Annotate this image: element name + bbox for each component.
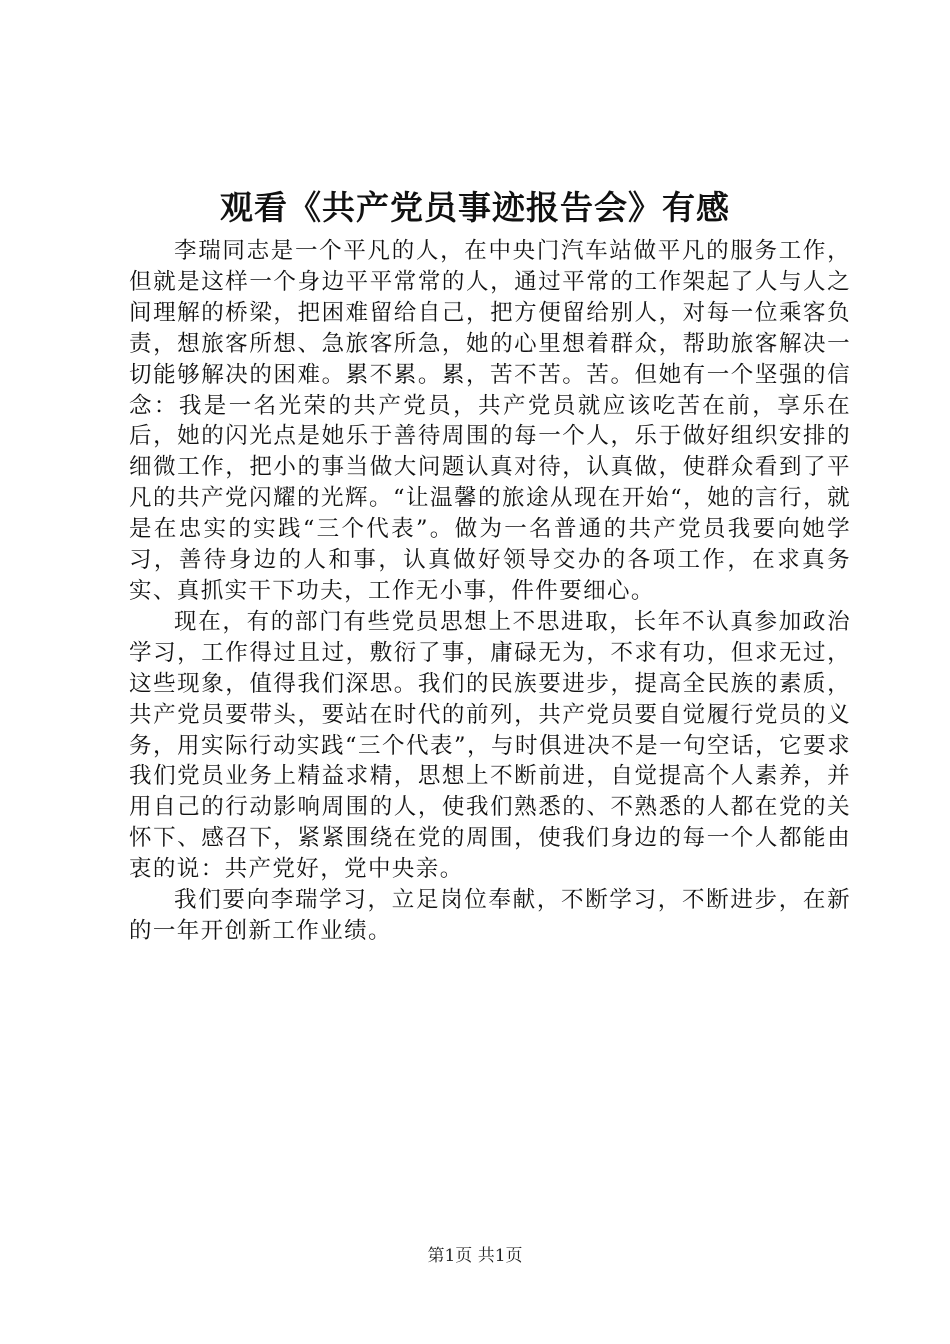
paragraph-1: 李瑞同志是一个平凡的人，在中央门汽车站做平凡的服务工作，但就是这样一个身边平平常常的人，通过平常的工作架起了人与人之间理解的桥梁，把困难留给自己，把方便留给别人，对每一位乘客负责，想旅客所想、急旅客所急，她的心里想着群众，帮助旅客解决一切能够解决的困难。累不累。累，苦不苦。苦。但她有一个坚强的信念：我是一名光荣的共产党员，共产党员就应该吃苦在前，享乐在后，她的闪光点是她乐于善待周围的每一个人，乐于做好组织安排的细微工作，把小的事当做大问题认真对待，认真做，使群众看到了平凡的共产党闪耀的光辉。“让温馨的旅途从现在开始“，她的言行，就是在忠实的实践“三个代表”。做为一名普通的共产党员我要向她学习，善待身边的人和事，认真做好领导交办的各项工作，在求真务实、真抓实干下功夫，工作无小事，件件要细心。 <box>129 238 851 604</box>
page-number-footer: 第1页 共1页 <box>427 1246 523 1266</box>
paragraph-3: 我们要向李瑞学习，立足岗位奉献，不断学习，不断进步，在新的一年开创新工作业绩。 <box>129 887 851 944</box>
document-body <box>129 236 851 947</box>
paragraph-2: 现在，有的部门有些党员思想上不思进取，长年不认真参加政治学习，工作得过且过，敷衍了事，庸碌无为，不求有功，但求无过，这些现象，值得我们深思。我们的民族要进步，提高全民族的素质，共产党员要带头，要站在时代的前列，共产党员要自觉履行党员的义务，用实际行动实践“三个代表”，与时俱进决不是一句空话，它要求我们党员业务上精益求精，思想上不断前进，自觉提高个人素养，并用自己的行动影响周围的人，使我们熟悉的、不熟悉的人都在党的关怀下、感召下，紧紧围绕在党的周围，使我们身边的每一个人都能由衷的说：共产党好，党中央亲。 <box>129 608 851 883</box>
page-title: 观看《共产党员事迹报告会》有感 <box>220 188 730 227</box>
